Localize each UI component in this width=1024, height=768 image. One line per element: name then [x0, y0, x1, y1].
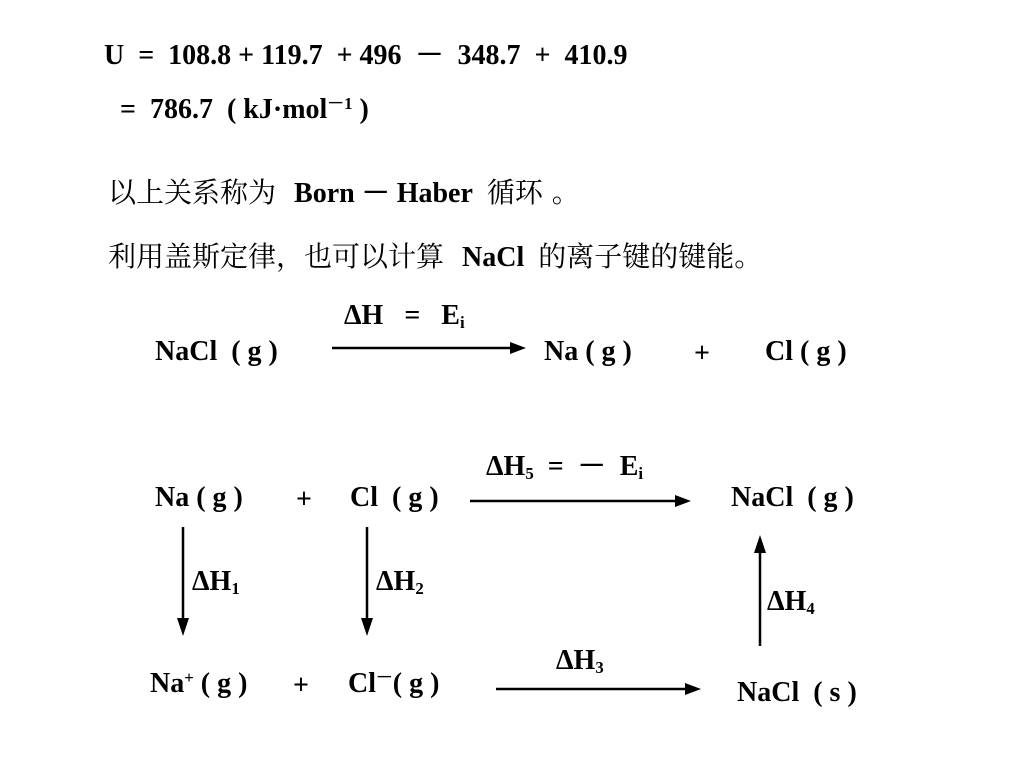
- reaction1-plus: +: [694, 338, 710, 369]
- h5-label: $\Delta H_5$ = － $E_i$: [486, 451, 644, 484]
- h3-label: $\Delta H_3$: [556, 645, 604, 678]
- h4-label: $\Delta H_4$: [767, 586, 815, 619]
- cycle-top-na: Na ( g ): [155, 482, 243, 513]
- reaction1-product-na: Na ( g ): [544, 336, 632, 367]
- h2-arrow: [357, 525, 377, 640]
- h1-arrow: [173, 525, 193, 640]
- lattice-energy-equation: U = 108.8 + 119.7 + 496 － 348.7 + 410.9: [104, 40, 628, 71]
- reaction1-arrow: [330, 338, 530, 358]
- h1-label: $\Delta H_1$: [192, 566, 240, 599]
- cycle-bottom-plus: +: [293, 670, 309, 701]
- h5-arrow: [468, 491, 698, 511]
- cycle-top-plus: +: [296, 484, 312, 515]
- cycle-top-cl: Cl ( g ): [350, 482, 439, 513]
- reaction1-delta-h: $\Delta H = E_i$: [344, 300, 465, 333]
- h2-label: $\Delta H_2$: [376, 566, 424, 599]
- cycle-bottom-nacl-solid: NaCl ( s ): [737, 677, 857, 708]
- h3-arrow: [494, 679, 709, 699]
- reaction1-reactant: NaCl ( g ): [155, 336, 278, 367]
- lattice-energy-result: = 786.7 ( kJ·mol$^{-1}$ ): [120, 93, 369, 125]
- cycle-top-nacl: NaCl ( g ): [731, 482, 854, 513]
- reaction1-product-cl: Cl ( g ): [765, 336, 847, 367]
- born-haber-sentence: 以上关系称为 Born － Haber 循环 。: [108, 176, 580, 209]
- cycle-bottom-cl-ion: Cl－( g ): [348, 667, 440, 699]
- cycle-bottom-na-ion: Na+ ( g ): [150, 667, 248, 699]
- hess-law-sentence: 利用盖斯定律，也可以计算 NaCl 的离子键的键能。: [108, 240, 763, 273]
